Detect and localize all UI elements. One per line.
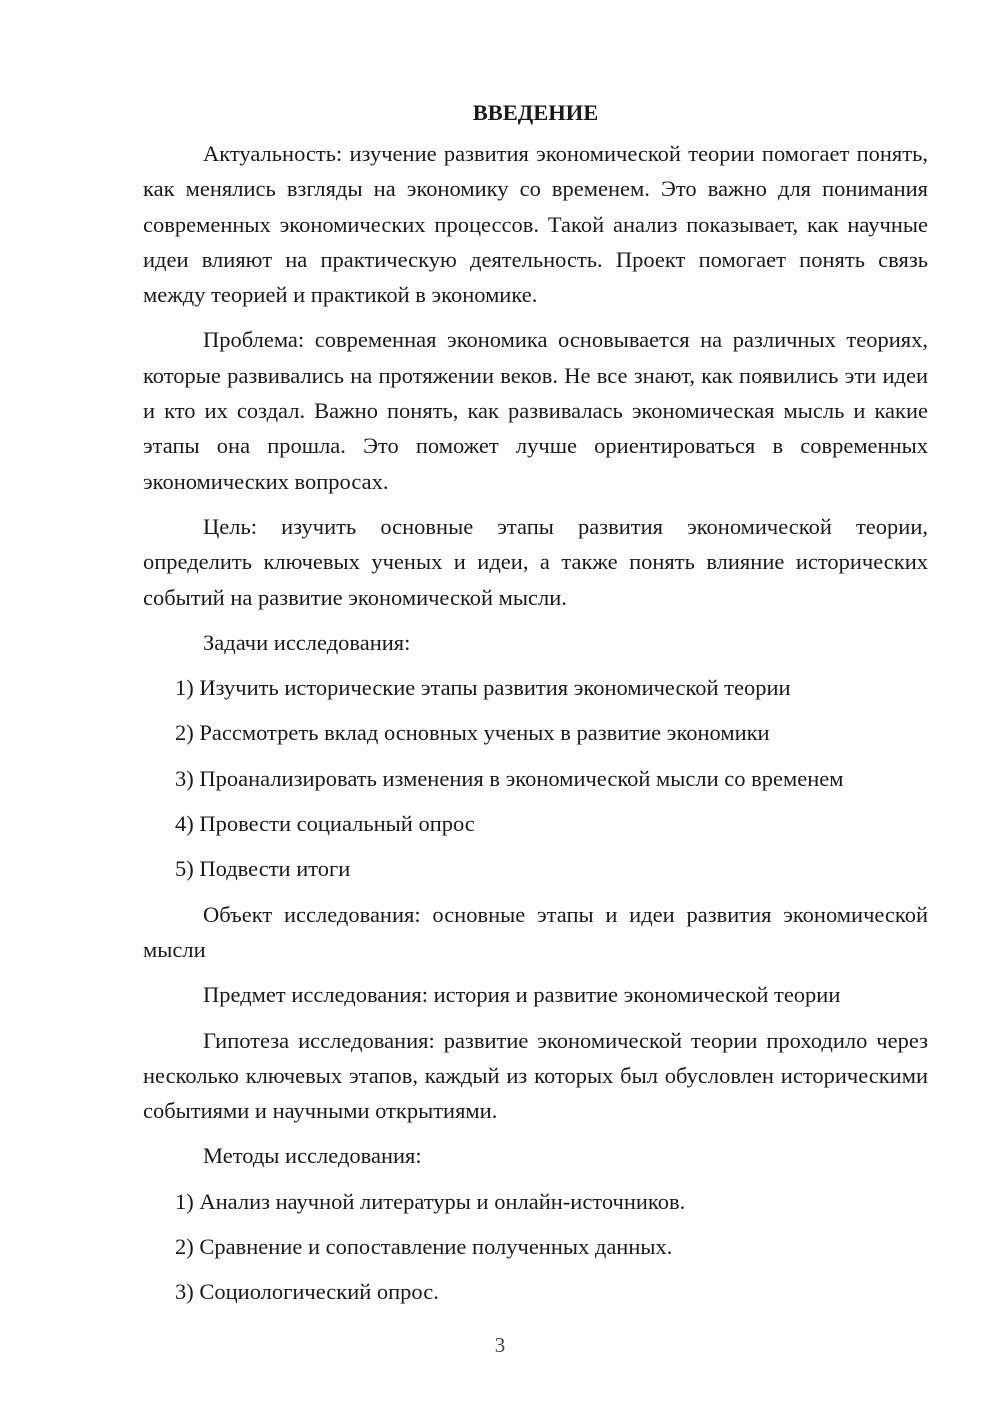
list-item: 1) Анализ научной литературы и онлайн-источников.: [175, 1188, 686, 1214]
list-item: 2) Сравнение и сопоставление полученных данных.: [175, 1234, 673, 1260]
tasks-list: [143, 670, 928, 886]
document-page: [143, 95, 928, 1320]
list-item: 3) Проанализировать изменения в экономической мысли со временем: [175, 765, 844, 791]
methods-list: [143, 1184, 928, 1310]
paragraph-relevance: Актуальность: изучение развития экономической теории помогает понять, как менялись взгляды на экономику со временем. Это важно для понимания современных экономических процессов. Такой анализ показывает, как научные идеи влияют на практическую деятельность. Проект помогает понять связь между теорией и практикой в экономике.: [143, 141, 928, 308]
methods-heading: Методы исследования:: [203, 1143, 422, 1169]
list-item: 5) Подвести итоги: [175, 856, 351, 882]
tasks-heading: Задачи исследования:: [203, 629, 411, 655]
list-item: 1) Изучить исторические этапы развития экономической теории: [175, 675, 791, 701]
paragraph-subject: Предмет исследования: история и развитие экономической теории: [203, 982, 841, 1008]
list-item: 2) Рассмотреть вклад основных ученых в развитие экономики: [175, 720, 770, 746]
paragraph-goal: Цель: изучить основные этапы развития экономической теории, определить ключевых ученых и идеи, а также понять влияние исторических событий на развитие экономической мысли.: [143, 513, 928, 610]
section-title: ВВЕДЕНИЕ: [472, 100, 599, 125]
paragraph-object: Объект исследования: основные этапы и идеи развития экономической мысли: [143, 901, 928, 962]
list-item: 4) Провести социальный опрос: [175, 811, 475, 837]
paragraph-problem: Проблема: современная экономика основывается на различных теориях, которые развивались на протяжении веков. Не все знают, как появились эти идеи и кто их создал. Важно понять, как развивалась экономическая мысль и какие этапы она прошла. Это поможет лучше ориентироваться в современных экономических вопросах.: [143, 327, 928, 494]
page-number: 3: [494, 1333, 506, 1357]
list-item: 3) Социологический опрос.: [175, 1279, 439, 1305]
paragraph-hypothesis: Гипотеза исследования: развитие экономической теории проходило через несколько ключевых этапов, каждый из которых был обусловлен историческими событиями и научными открытиями.: [143, 1027, 928, 1124]
